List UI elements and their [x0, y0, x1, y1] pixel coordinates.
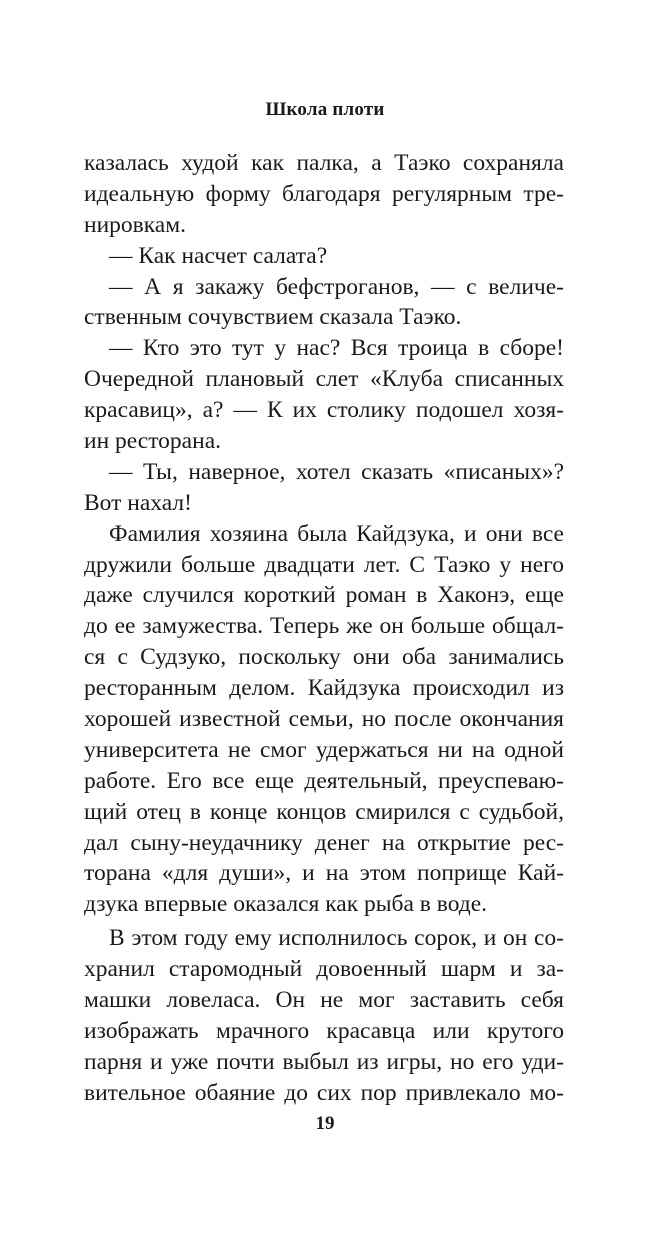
text-line: изображать мрачного красавца или крутого — [84, 1017, 564, 1044]
text-line: Вот нахал! — [84, 489, 192, 516]
text-line: парня и уже почти выбыл из игры, но его уди- — [84, 1048, 564, 1075]
text-line: университета не смог удержаться ни на одной — [84, 736, 564, 763]
text-line: ресторанным делом. Кайдзука происходил из — [84, 675, 564, 702]
text-line: ся с Судзуко, поскольку они оба занимались — [84, 644, 564, 671]
page-number: 19 — [315, 1113, 335, 1134]
text-line: В этом году ему исполнилось сорок, и он со- — [109, 925, 564, 952]
text-line: ственным сочувствием сказала Таэко. — [84, 304, 462, 331]
text-line: — Как насчет салата? — [109, 242, 328, 269]
text-line: — Кто это тут у нас? Вся троица в сборе! — [109, 335, 564, 362]
text-line: торана «для души», и на этом поприще Кай- — [84, 860, 564, 887]
text-line: Очередной плановый слет «Клуба списанных — [84, 366, 564, 393]
text-line: — Ты, наверное, хотел сказать «писаных»? — [109, 458, 564, 485]
text-line: дзука впервые оказался как рыба в воде. — [84, 891, 488, 918]
text-line: даже случился короткий роман в Хаконэ, еще — [84, 582, 564, 609]
text-line: — А я закажу бефстроганов, — с величе- — [109, 273, 564, 300]
text-line: красавиц», а? — К их столику подошел хозя- — [84, 397, 564, 424]
body-text — [84, 148, 564, 1109]
text-line: вительное обаяние до сих пор привлекало мо- — [84, 1079, 564, 1106]
text-line: работе. Его все еще деятельный, преуспеваю- — [84, 767, 564, 794]
text-line: дружили больше двадцати лет. С Таэко у него — [84, 551, 564, 578]
text-line: хорошей известной семьи, но после окончания — [84, 706, 564, 733]
running-title: Школа плоти — [265, 99, 385, 120]
text-line: казалась худой как палка, а Таэко сохраняла — [84, 150, 564, 176]
text-line: идеальную форму благодаря регулярным тре- — [84, 180, 564, 207]
text-line: машки ловеласа. Он не мог заставить себя — [84, 987, 564, 1014]
text-line: дал сыну-неудачнику денег на открытие рес- — [84, 829, 564, 856]
text-line: до ее замужества. Теперь же он больше общал- — [84, 613, 564, 640]
text-line: нировкам. — [84, 211, 186, 238]
text-line: хранил старомодный довоенный шарм и за- — [84, 956, 564, 983]
text-line: ин ресторана. — [84, 428, 221, 455]
text-line: Фамилия хозяина была Кайдзука, и они все — [109, 520, 564, 547]
text-line: щий отец в конце концов смирился с судьбой, — [84, 798, 564, 825]
